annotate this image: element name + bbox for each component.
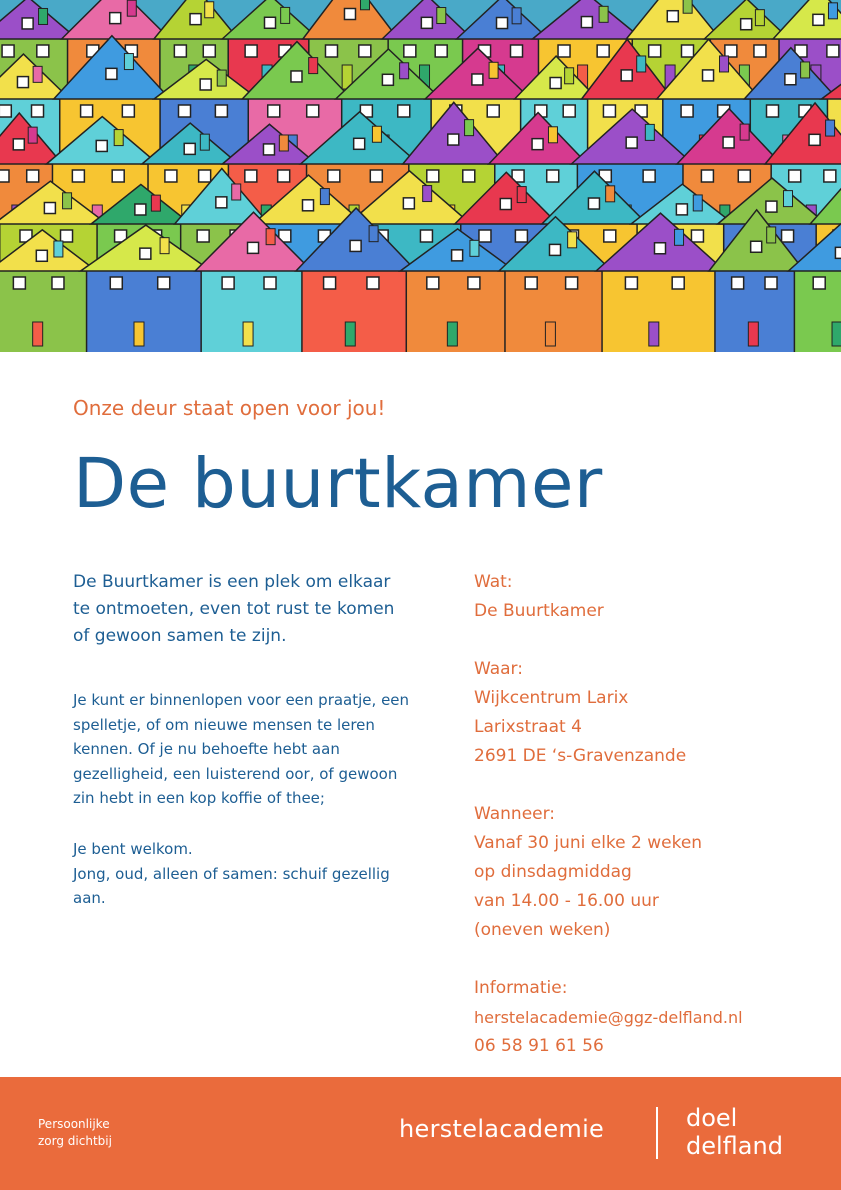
body-line: zin hebt in een kop koffie of thee; [73,789,325,807]
hero-illustration-houses [0,0,841,352]
intro-paragraph [73,569,458,650]
footer-slogan [38,1116,112,1150]
intro-line: De Buurtkamer is een plek om elkaar [73,572,391,592]
intro-line: of gewoon samen te zijn. [73,626,287,646]
waar-line: Larixstraat 4 [474,717,582,737]
wanneer-line: van 14.00 - 16.00 uur [474,891,659,911]
page-title: De buurtkamer [73,444,603,524]
body-line: aan. [73,889,106,907]
waar-line: Wijkcentrum Larix [474,688,629,708]
wat-label: Wat: [474,572,513,592]
wanneer-line: op dinsdagmiddag [474,862,632,882]
wat-value: De Buurtkamer [474,601,604,621]
herstelacademie-logo: herstelacademie [399,1115,605,1143]
body-line: Jong, oud, alleen of samen: schuif gezellig [73,864,390,883]
wanneer-line: (oneven weken) [474,920,611,940]
body-line: Je kunt er binnenlopen voor een praatje, een [73,691,410,709]
body-line: spelletje, of om nieuwe mensen te leren [73,715,375,734]
intro-line: te ontmoeten, even tot rust te komen [73,599,395,619]
wanneer-line: Vanaf 30 juni elke 2 weken [474,833,703,853]
brand2-line: delfland [686,1132,783,1160]
body-line: kennen. Of je nu behoefte hebt aan [73,740,340,758]
footer-bar [0,1077,841,1190]
logo-divider [656,1107,658,1159]
slogan-line: zorg dichtbij [38,1134,112,1148]
wanneer-label: Wanneer: [474,804,556,824]
waar-line: 2691 DE ‘s-Gravenzande [474,746,687,766]
welcome-paragraph [73,837,458,911]
tagline: Onze deur staat open voor jou! [73,396,386,420]
event-info [474,568,814,1061]
brand2-line: doel [686,1104,738,1132]
body-line: Je bent welkom. [73,840,193,858]
body-line: gezelligheid, een luisterend oor, of gewoon [73,764,398,783]
email-link[interactable]: herstelacademie@ggz-delfland.nl [474,1008,743,1027]
informatie-label: Informatie: [474,978,568,998]
waar-label: Waar: [474,659,523,679]
doel-delfland-logo [686,1104,783,1160]
slogan-line: Persoonlijke [38,1117,110,1131]
phone-number[interactable]: 06 58 91 61 56 [474,1036,604,1056]
body-paragraph [73,688,458,811]
